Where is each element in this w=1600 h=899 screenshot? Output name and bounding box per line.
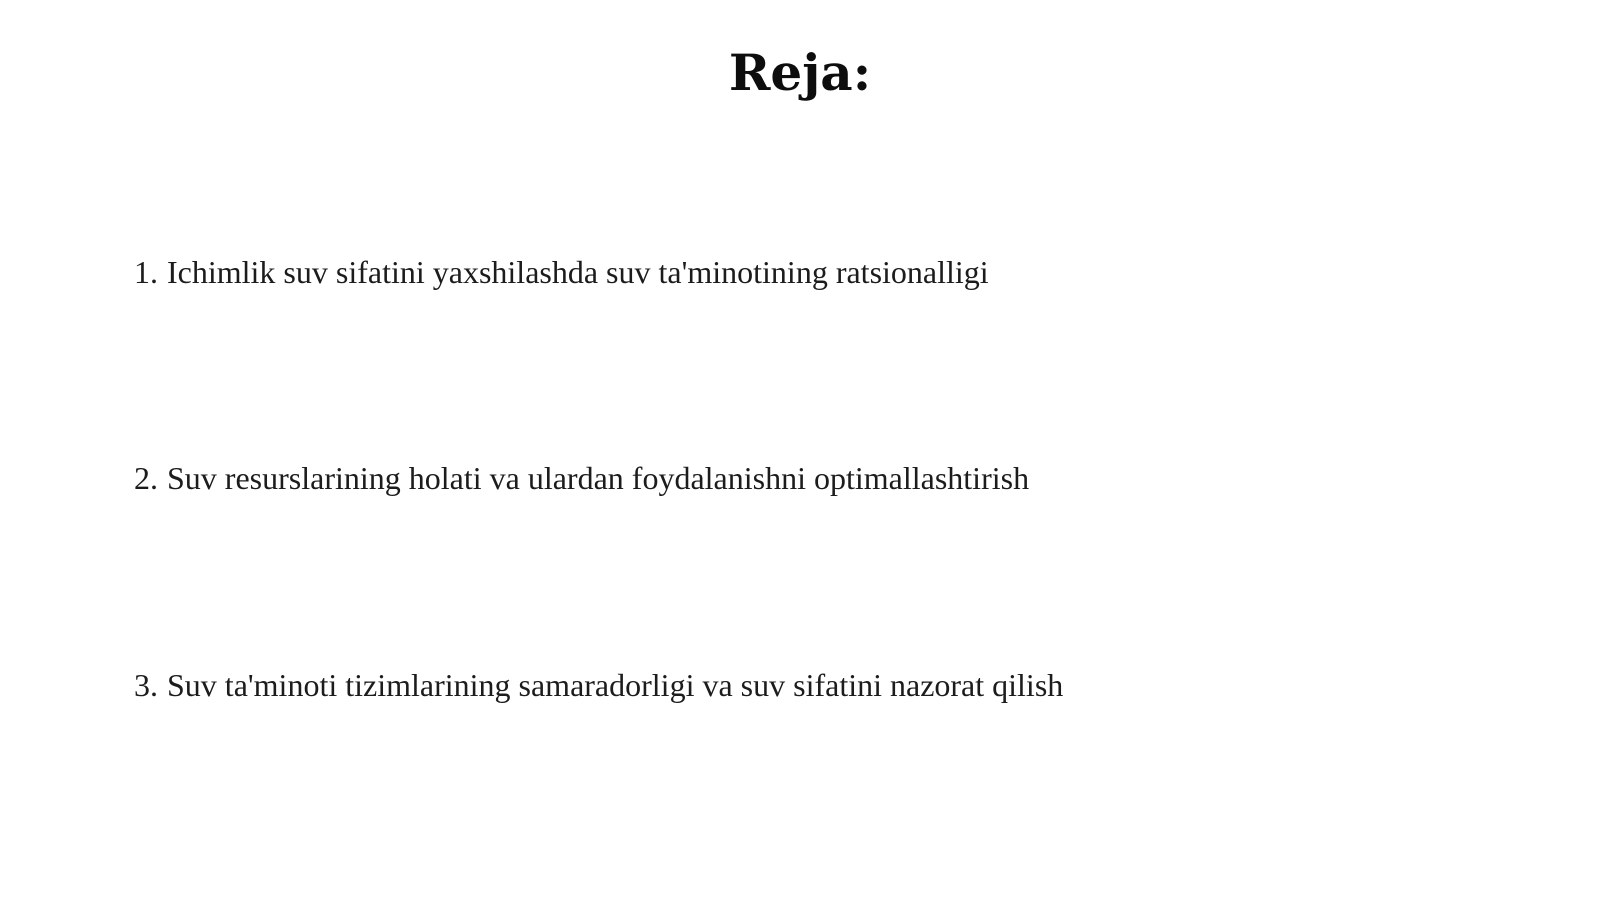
plan-item-number: 2. (134, 460, 158, 496)
plan-item-text: Ichimlik suv sifatini yaxshilashda suv ta'minotining ratsionalligi (167, 254, 989, 290)
plan-item (134, 665, 1534, 705)
plan-item (134, 458, 1534, 498)
slide-title: Reja: (728, 43, 872, 102)
plan-item-number: 1. (134, 254, 158, 290)
plan-item-text: Suv resurslarining holati va ulardan foydalanishni optimallashtirish (167, 460, 1030, 496)
plan-item-number: 3. (134, 667, 158, 703)
plan-item (134, 252, 1534, 292)
plan-item-text: Suv ta'minoti tizimlarining samaradorligi va suv sifatini nazorat qilish (167, 667, 1064, 703)
